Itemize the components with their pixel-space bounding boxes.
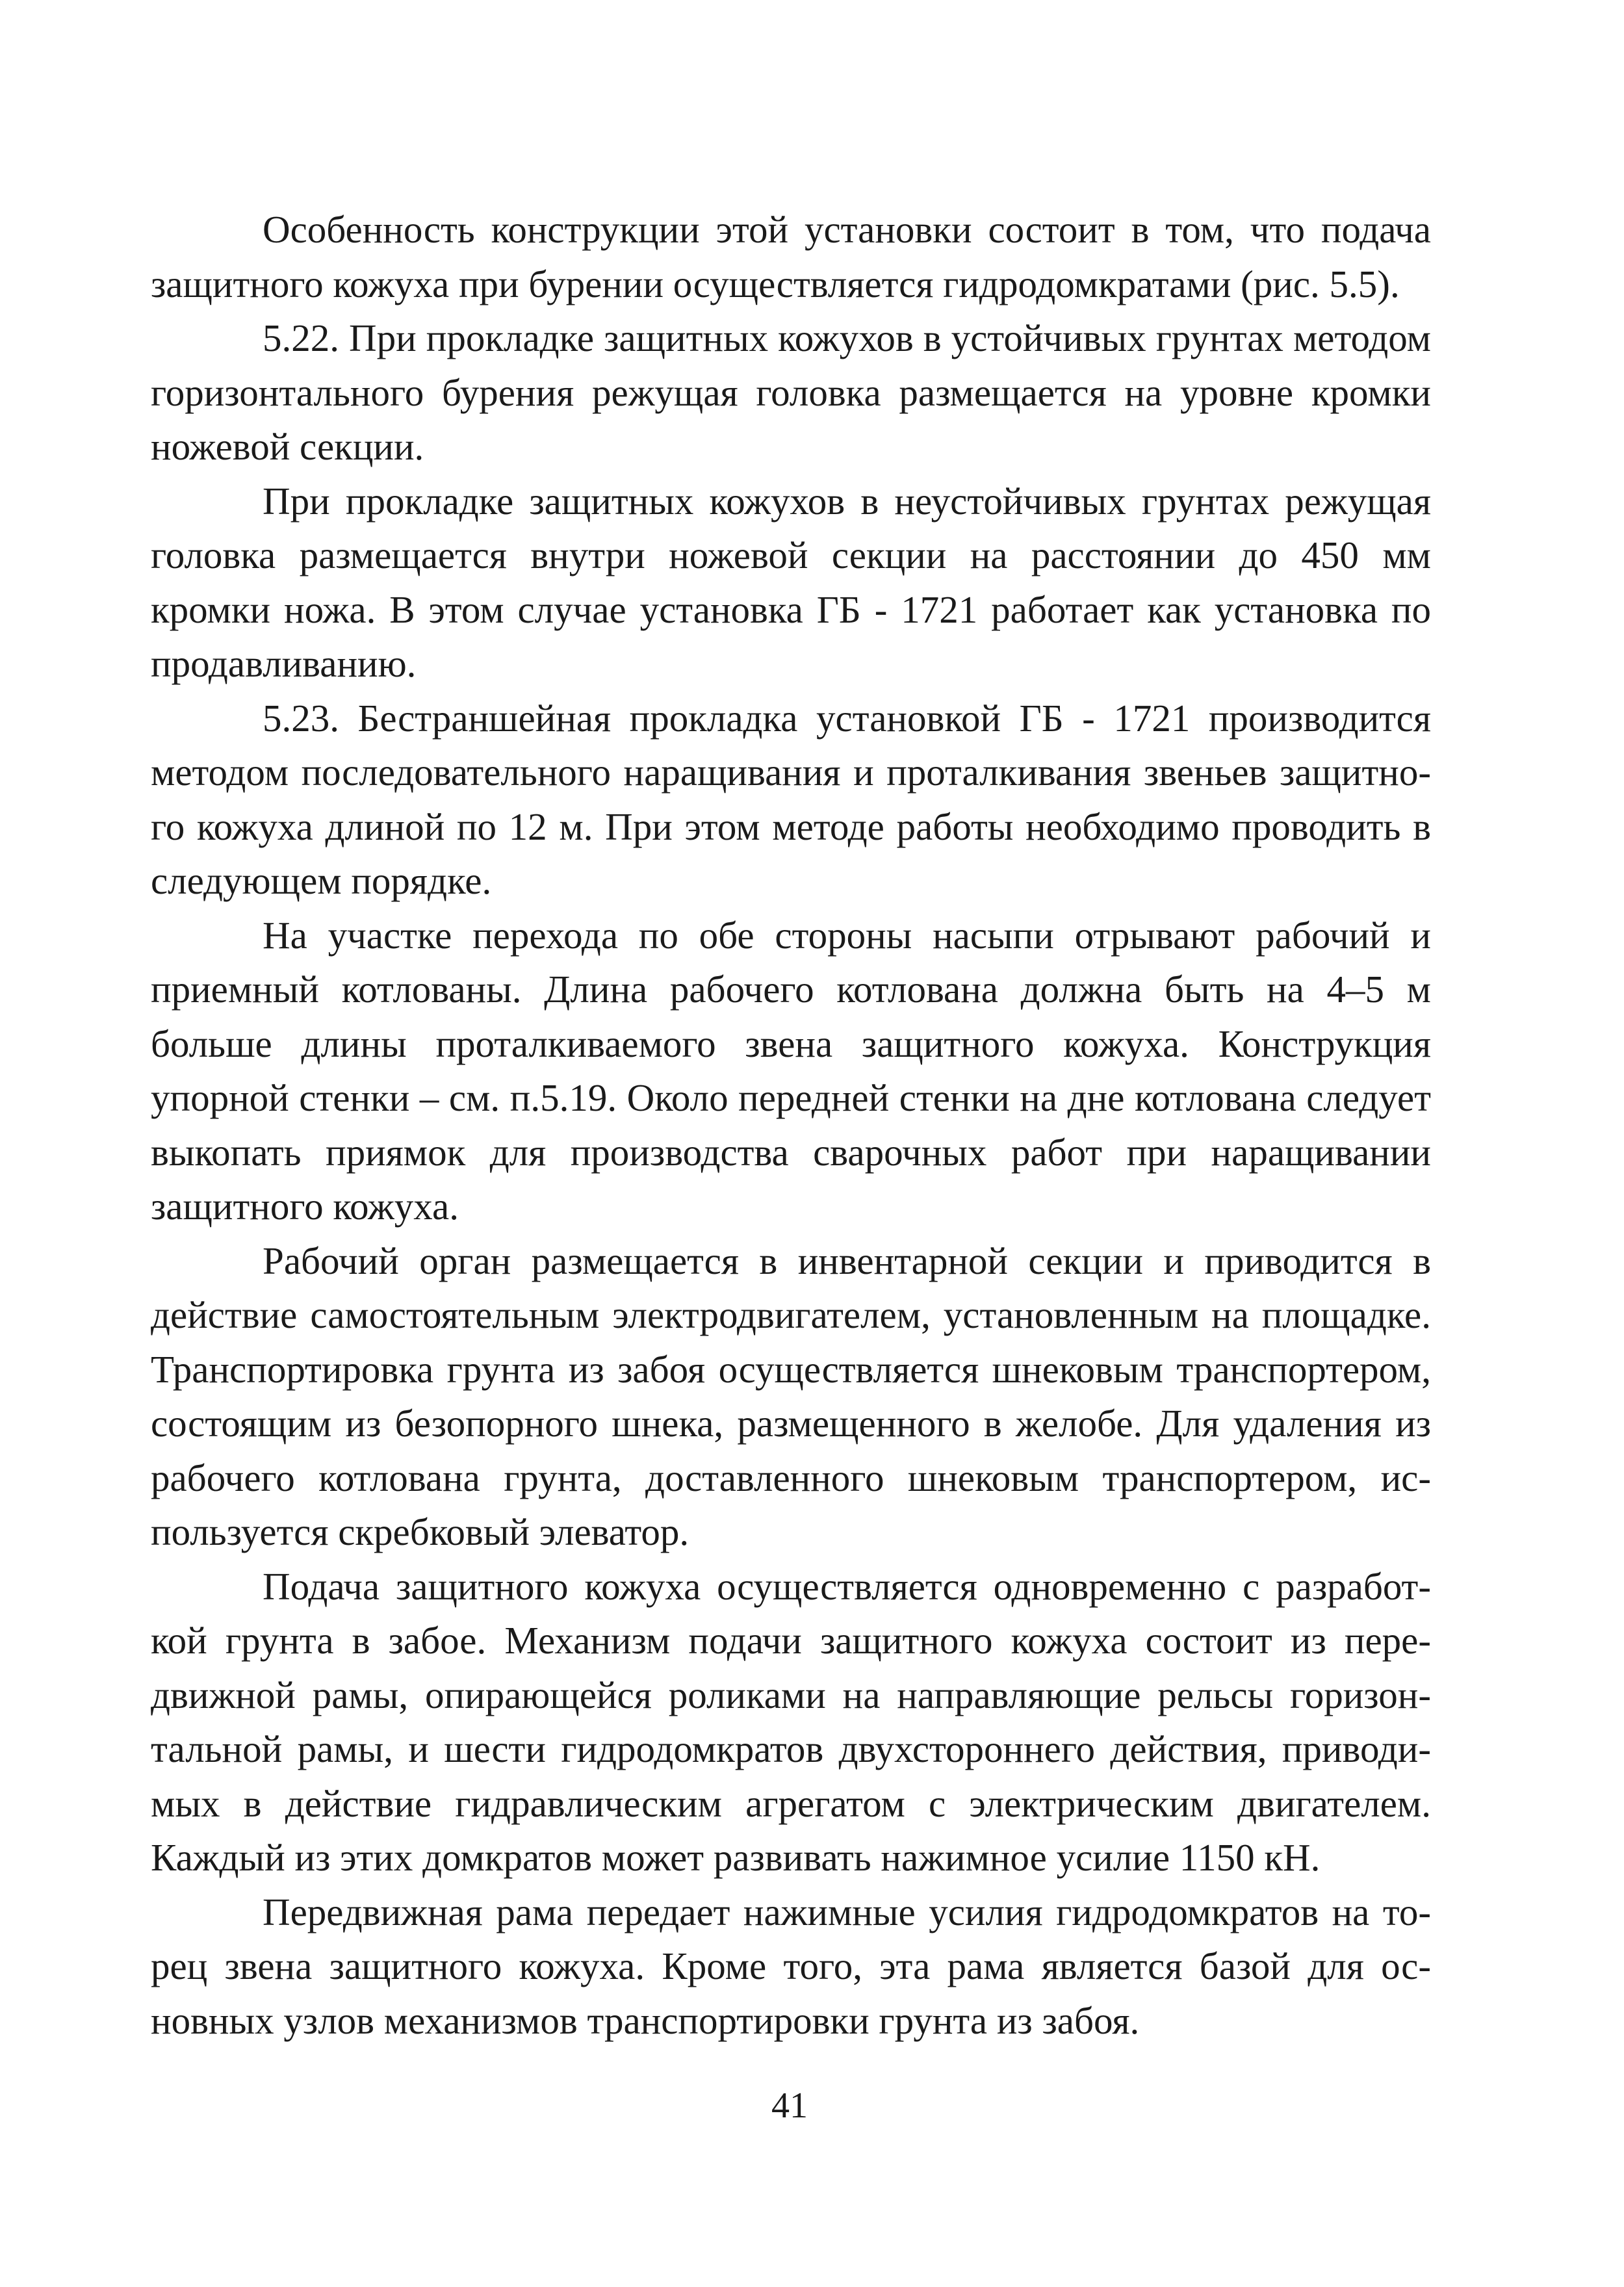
page-number: 41	[771, 2086, 808, 2126]
paragraph-1: Особенность конструкции этой установки состоит в том, что подача защитного кожуха при бурении осуществляется гидродомкратами (рис. 5.5).	[151, 208, 1431, 305]
paragraph-2: 5.22. При прокладке защитных кожухов в устойчивых грунтах методом горизонтального бурения режущая головка размещается на уровне кромки ножевой секции.	[151, 317, 1431, 468]
paragraph-3: При прокладке защитных кожухов в неустойчивых грунтах режущая головка размещается внутри ножевой секции на расстоянии до 450 мм кромки ножа. В этом случае установка ГБ - 1721 работает как установка по продавливанию.	[151, 479, 1431, 685]
paragraph-4: 5.23. Бестраншейная прокладка установкой ГБ - 1721 производится методом последовательного наращивания и проталкивания звеньев защитного кожуха длиной по 12 м. При этом методе работы необходимо проводить в следующем порядке.	[151, 696, 1431, 902]
paragraph-8: Передвижная рама передает нажимные усилия гидродомкратов на торец звена защитного кожуха. Кроме того, эта рама является базой для основных узлов механизмов транспортировки грунта из забоя.	[151, 1890, 1431, 2042]
body-text	[151, 203, 1431, 2048]
paragraph-6: Рабочий орган размещается в инвентарной секции и приводится в действие самостоятельным электродвигателем, установленным на площадке. Транспортировка грунта из забоя осуществляется шнековым транспортером, состоящим из безопорного шнека, размещенного в желобе. Для удаления из рабочего котлована грунта, доставленного шнековым транспортером, используется скребковый элеватор.	[151, 1239, 1431, 1553]
paragraph-5: На участке перехода по обе стороны насыпи отрывают рабочий и приемный котлованы. Длина рабочего котлована должна быть на 4–5 м больше длины проталкиваемого звена защитного кожуха. Конструкция упорной стенки – см. п.5.19. Около передней стенки на дне котлована следует выкопать приямок для производства сварочных работ при наращивании защитного кожуха.	[151, 913, 1431, 1228]
paragraph-7: Подача защитного кожуха осуществляется одновременно с разработкой грунта в забое. Механизм подачи защитного кожуха состоит из передвижной рамы, опирающейся роликами на направляющие рельсы горизонтальной рамы, и шести гидродомкратов двухстороннего действия, приводимых в действие гидравлическим агрегатом с электрическим двигателем. Каждый из этих домкратов может развивать нажимное усилие 1150 кН.	[151, 1564, 1431, 1879]
